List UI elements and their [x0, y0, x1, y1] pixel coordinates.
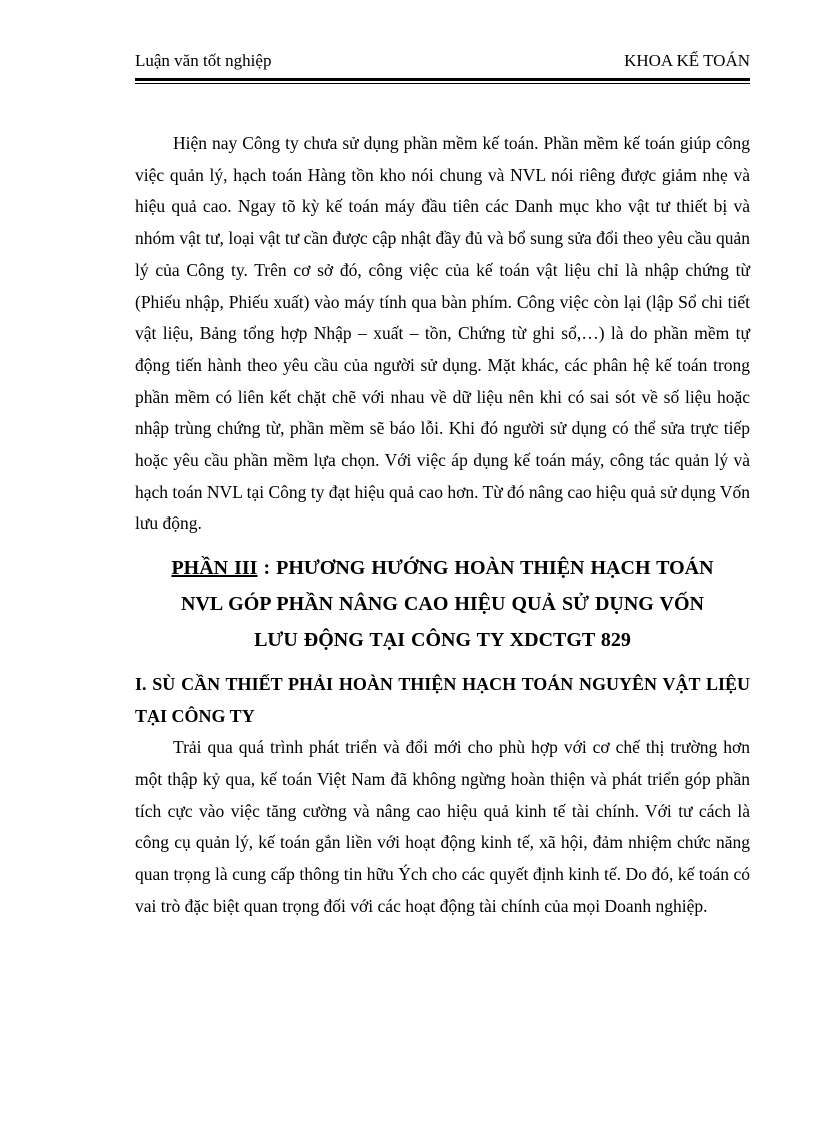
part-heading — [135, 550, 750, 658]
document-body — [135, 128, 750, 922]
part-label: PHẦN III — [171, 557, 258, 580]
part-heading-line-1 — [135, 550, 750, 586]
header-faculty-name: KHOA KẾ TOÁN — [624, 51, 750, 70]
paragraph-accounting-role: Trải qua quá trình phát triển và đổi mới cho phù hợp với cơ chế thị trường hơn một thập kỷ qua, kế toán Việt Nam đã không ngừng hoàn thiện và phát triển góp phần tích cực vào việc tăng cường và nâng cao hiệu quả kinh tế tài chính. Với tư cách là công cụ quản lý, kế toán gắn liền với hoạt động kinh tế, xã hội, đảm nhiệm chức năng quan trọng là cung cấp thông tin hữu Ých cho các quyết định kinh tế. Do đó, kế toán có vai trò đặc biệt quan trọng đối với các hoạt động tài chính của mọi Doanh nghiệp. — [135, 737, 750, 916]
paragraph-accounting-software: Hiện nay Công ty chưa sử dụng phần mềm kế toán. Phần mềm kế toán giúp công việc quản lý, hạch toán Hàng tồn kho nói chung và NVL nói riêng được giảm nhẹ và hiệu quả cao. Ngay tõ kỳ kế toán máy đầu tiên các Danh mục kho vật tư thiết bị và nhóm vật tư, loại vật tư cần được cập nhật đầy đủ và bổ sung sửa đổi theo yêu cầu quản lý của Công ty. Trên cơ sở đó, công việc của kế toán vật liệu chỉ là nhập chứng từ (Phiếu nhập, Phiếu xuất) vào máy tính qua bàn phím. Công việc còn lại (lập Sổ chi tiết vật liệu, Bảng tổng hợp Nhập – xuất – tồn, Chứng từ ghi sổ,…) là do phần mềm tự động tiến hành theo yêu cầu của người sử dụng. Mặt khác, các phân hệ kế toán trong phần mềm có liên kết chặt chẽ với nhau về dữ liệu nên khi có sai sót về số liệu hoặc nhập trùng chứng từ, phần mềm sẽ báo lỗi. Khi đó người sử dụng có thể sửa trực tiếp hoặc yêu cầu phần mềm lựa chọn. Với việc áp dụng kế toán máy, công tác quản lý và hạch toán NVL tại Công ty đạt hiệu quả cao hơn. Từ đó nâng cao hiệu quả sử dụng Vốn lưu động. — [135, 133, 750, 534]
header-thesis-title: Luận văn tốt nghiệp — [135, 51, 272, 70]
part-heading-line-1-text: : PHƯƠNG HƯỚNG HOÀN THIỆN HẠCH TOÁN — [257, 557, 714, 580]
part-heading-line-2: NVL GÓP PHẦN NÂNG CAO HIỆU QUẢ SỬ DỤNG VỐN — [181, 593, 704, 616]
section-heading: I. SÙ CẦN THIẾT PHẢI HOÀN THIỆN HẠCH TOÁN NGUYÊN VẬT LIỆU TẠI CÔNG TY — [135, 674, 750, 727]
page-header — [135, 48, 750, 74]
header-divider-thin — [135, 83, 750, 84]
header-divider-thick — [135, 78, 750, 81]
part-heading-line-3: LƯU ĐỘNG TẠI CÔNG TY XDCTGT 829 — [254, 629, 631, 652]
